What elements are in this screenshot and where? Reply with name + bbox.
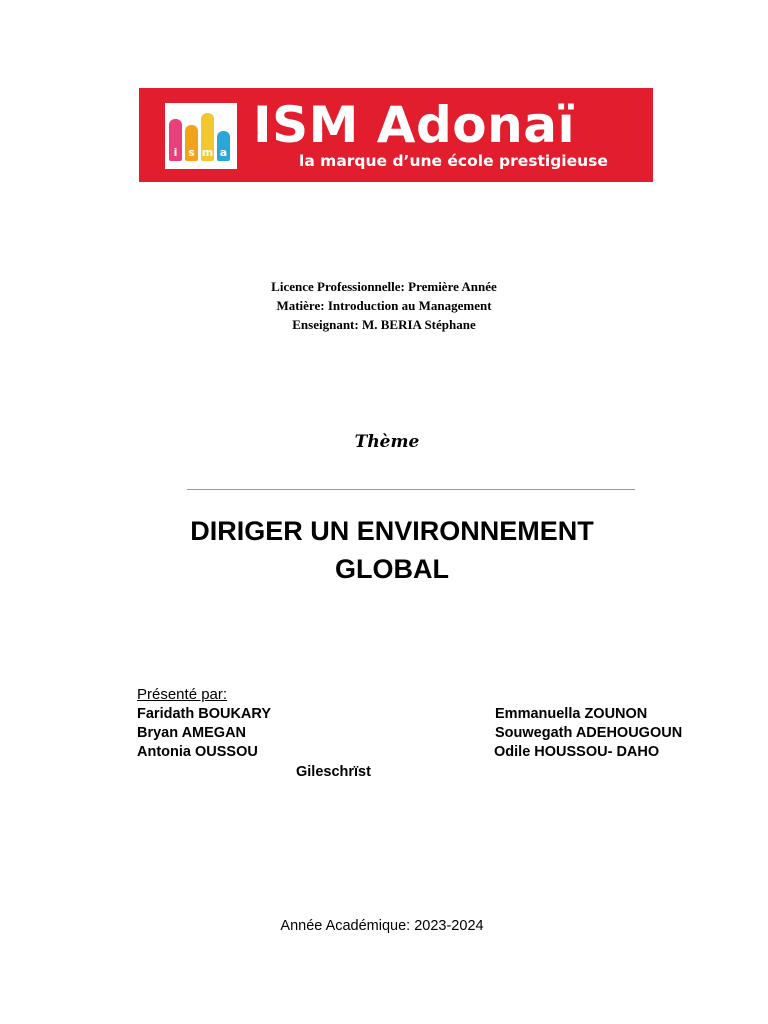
document-title [0, 512, 768, 588]
presenter-extra: Gileschrïst [296, 764, 371, 780]
logo-bar-i: i [169, 119, 182, 161]
theme-label: Thème [354, 432, 420, 452]
presenter-right-1: Emmanuella ZOUNON [495, 706, 648, 722]
course-level: Licence Professionnelle: Première Année [271, 279, 497, 294]
course-teacher: Enseignant: M. BERIA Stéphane [292, 317, 476, 332]
logo-bar-s: s [185, 125, 198, 161]
presenter-right-2: Souwegath ADEHOUGOUN [495, 725, 683, 741]
presenter-left-3: Antonia OUSSOU [137, 744, 258, 760]
presented-by-label: Présenté par: [137, 686, 228, 703]
presenter-left-1: Faridath BOUKARY [137, 706, 271, 722]
divider-line [187, 489, 635, 490]
logo-mark-icon [165, 103, 237, 169]
logo-bar-m: m [201, 113, 214, 161]
title-line-2: GLOBAL [335, 554, 449, 584]
presenter-left-2: Bryan AMEGAN [137, 725, 247, 741]
logo-bar-a: a [217, 131, 230, 161]
title-line-1: DIRIGER UN ENVIRONNEMENT [190, 516, 594, 546]
course-subject: Matière: Introduction au Management [276, 298, 492, 313]
brand-tagline: la marque d’une école prestigieuse [299, 152, 608, 170]
presenter-right-3: Odile HOUSSOU- DAHO [494, 744, 660, 760]
school-logo-banner [139, 88, 653, 182]
brand-name: ISM Adonaï [253, 96, 576, 154]
academic-year: Année Académique: 2023-2024 [280, 918, 484, 934]
